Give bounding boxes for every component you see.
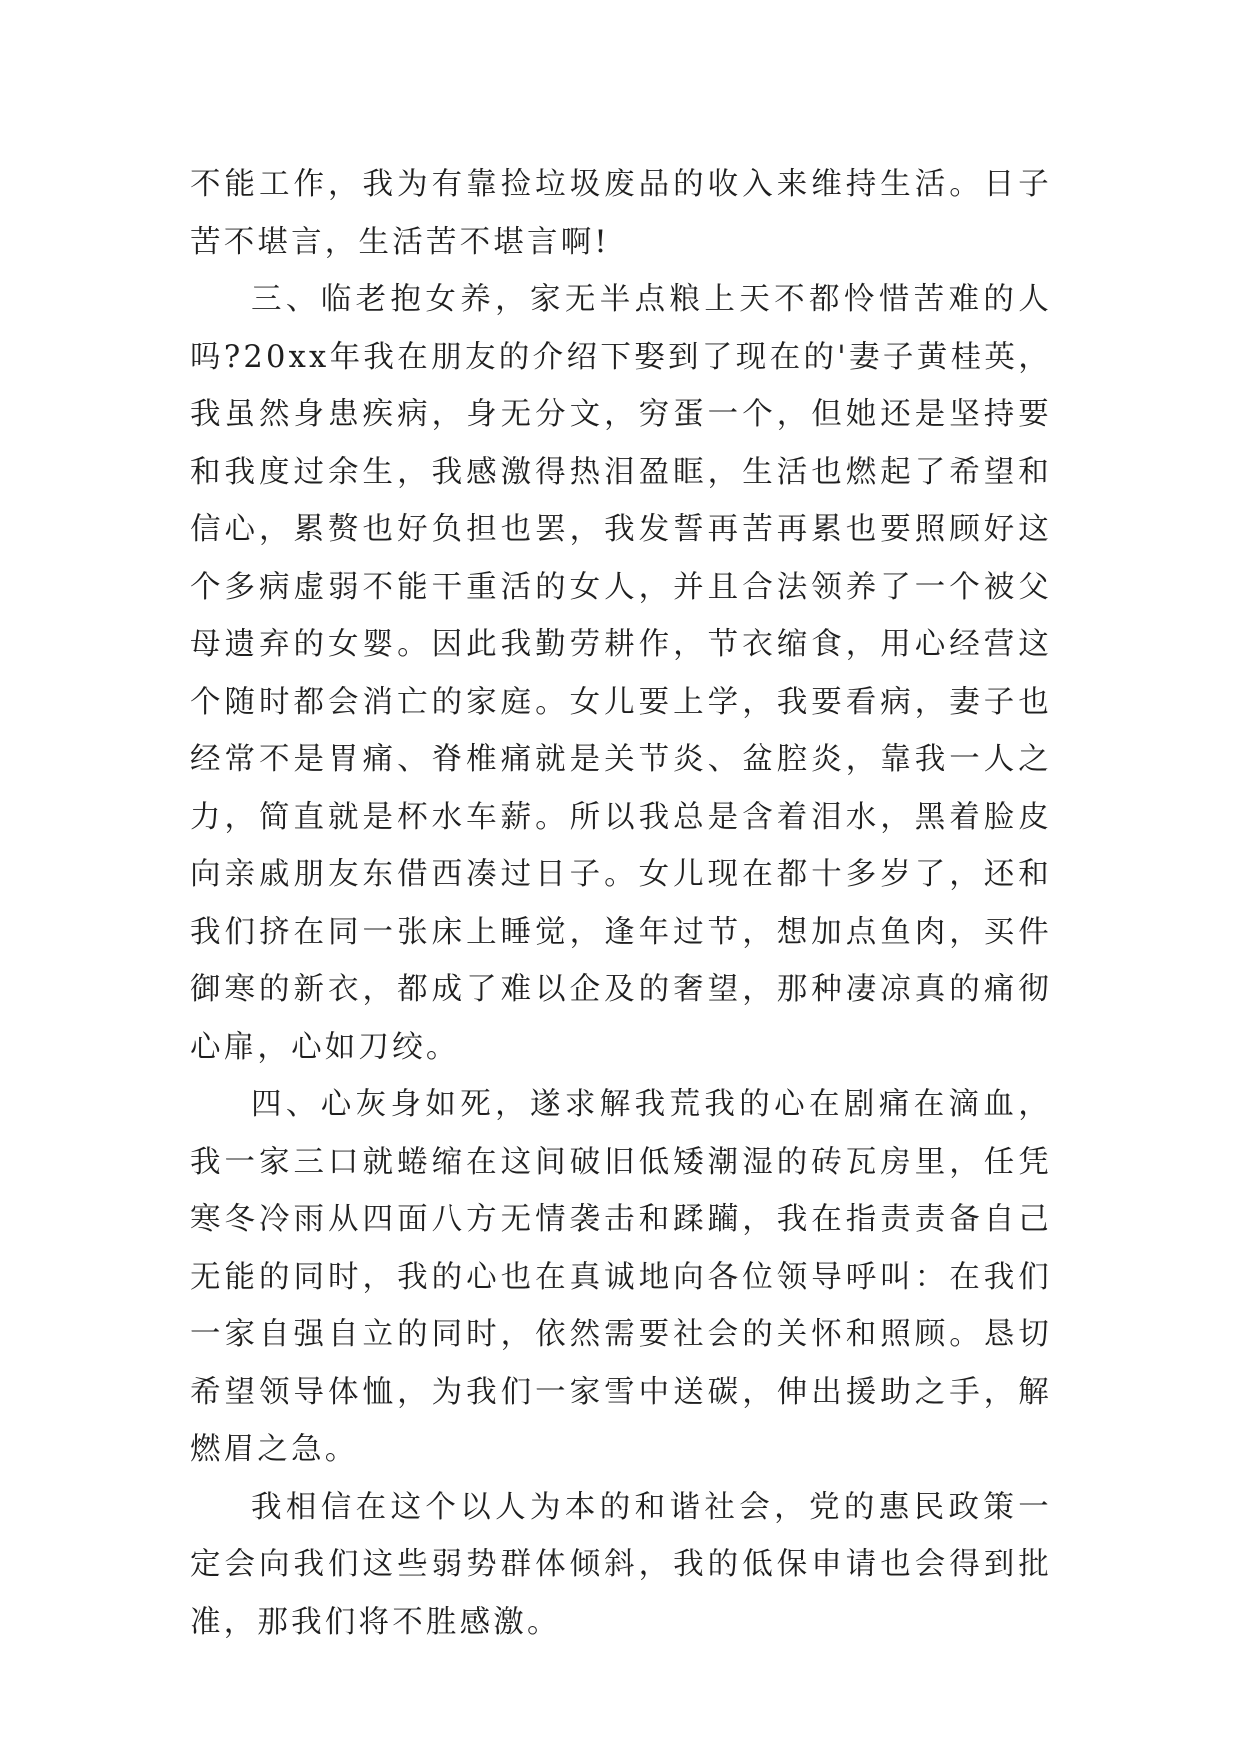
paragraph-closing: 我相信在这个以人为本的和谐社会，党的惠民政策一定会向我们这些弱势群体倾斜，我的低保申请也会得到批准，那我们将不胜感激。 (190, 1489, 1052, 1640)
paragraph-section-three: 三、临老抱女养，家无半点粮上天不都怜惜苦难的人吗?20xx年我在朋友的介绍下娶到了现在的'妻子黄桂英，我虽然身患疾病，身无分文，穷蛋一个，但她还是坚持要和我度过余生，我感激得热泪盈眶，生活也燃起了希望和信心，累赘也好负担也罢，我发誓再苦再累也要照顾好这个多病虚弱不能干重活的女人，并且合法领养了一个被父母遗弃的女婴。因此我勤劳耕作，节衣缩食，用心经营这个随时都会消亡的家庭。女儿要上学，我要看病，妻子也经常不是胃痛、脊椎痛就是关节炎、盆腔炎，靠我一人之力，简直就是杯水车薪。所以我总是含着泪水，黑着脸皮向亲戚朋友东借西凑过日子。女儿现在都十多岁了，还和我们挤在同一张床上睡觉，逢年过节，想加点鱼肉，买件御寒的新衣，都成了难以企及的奢望，那种凄凉真的痛彻心扉，心如刀绞。 (190, 282, 1052, 1065)
paragraph-section-four: 四、心灰身如死，遂求解我荒我的心在剧痛在滴血，我一家三口就蜷缩在这间破旧低矮潮湿的砖瓦房里，任凭寒冬冷雨从四面八方无情袭击和蹂躏，我在指责责备自己无能的同时，我的心也在真诚地向各位领导呼叫：在我们一家自强自立的同时，依然需要社会的关怀和照顾。恳切希望领导体恤，为我们一家雪中送碳，伸出援助之手，解燃眉之急。 (190, 1087, 1052, 1467)
document-body (190, 156, 1052, 1651)
paragraph-continuation: 不能工作，我为有靠捡垃圾废品的收入来维持生活。日子苦不堪言，生活苦不堪言啊! (190, 167, 1052, 260)
